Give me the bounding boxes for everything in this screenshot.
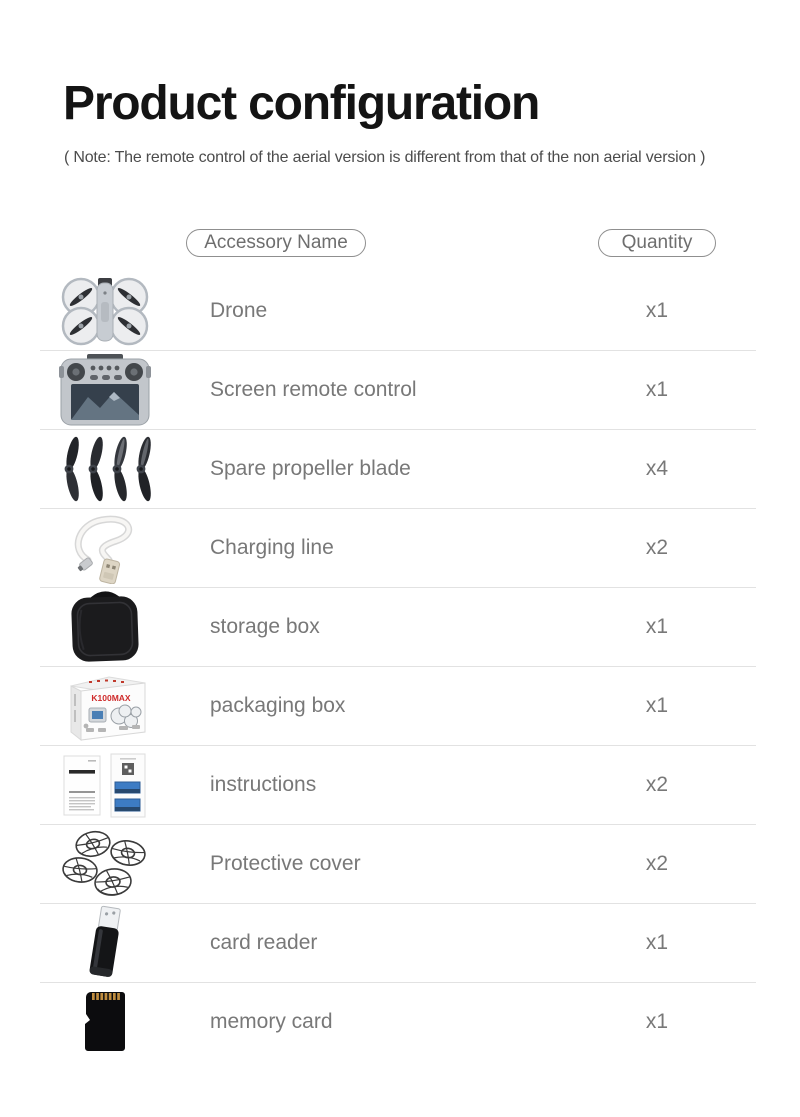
table-row xyxy=(0,272,800,350)
page-title: Product configuration xyxy=(63,77,540,130)
accessory-name: card reader xyxy=(210,931,318,954)
charging-cable-icon xyxy=(0,512,210,584)
accessory-quantity: x1 xyxy=(645,299,669,322)
accessory-quantity: x2 xyxy=(645,852,669,875)
accessory-quantity: x1 xyxy=(645,615,669,638)
table-row xyxy=(0,825,800,903)
packaging-box-icon xyxy=(0,668,210,744)
accessory-quantity: x1 xyxy=(645,1010,669,1033)
accessory-name: memory card xyxy=(210,1010,333,1033)
table-row xyxy=(0,509,800,587)
drone-icon xyxy=(0,276,210,346)
accessory-name: Spare propeller blade xyxy=(210,457,411,480)
protective-cover-icon xyxy=(0,825,210,903)
accessory-name: Charging line xyxy=(210,536,334,559)
accessory-table xyxy=(0,272,800,1061)
page-note: ( Note: The remote control of the aerial version is different from that of the non aerial version ) xyxy=(64,149,706,166)
table-row xyxy=(0,667,800,745)
table-row xyxy=(0,430,800,508)
propeller-icon xyxy=(0,432,210,506)
card-reader-icon xyxy=(0,904,210,982)
accessory-quantity: x2 xyxy=(645,536,669,559)
table-row xyxy=(0,351,800,429)
svg-text:K100MAX: K100MAX xyxy=(91,693,131,703)
accessory-name: Drone xyxy=(210,299,268,322)
accessory-name-header: Accessory Name xyxy=(186,229,366,257)
memory-card-icon xyxy=(0,988,210,1056)
accessory-quantity: x1 xyxy=(645,931,669,954)
table-row xyxy=(0,904,800,982)
quantity-header: Quantity xyxy=(598,229,716,257)
accessory-name: storage box xyxy=(210,615,320,638)
accessory-quantity: x1 xyxy=(645,694,669,717)
storage-box-icon xyxy=(0,589,210,665)
instructions-icon xyxy=(0,751,210,819)
accessory-quantity: x4 xyxy=(645,457,669,480)
table-row xyxy=(0,588,800,666)
table-row xyxy=(0,983,800,1061)
accessory-quantity: x1 xyxy=(645,378,669,401)
accessory-name: instructions xyxy=(210,773,317,796)
remote-control-icon xyxy=(0,354,210,426)
accessory-quantity: x2 xyxy=(645,773,669,796)
accessory-name: Protective cover xyxy=(210,852,361,875)
accessory-name: packaging box xyxy=(210,694,346,717)
table-row xyxy=(0,746,800,824)
accessory-name: Screen remote control xyxy=(210,378,417,401)
